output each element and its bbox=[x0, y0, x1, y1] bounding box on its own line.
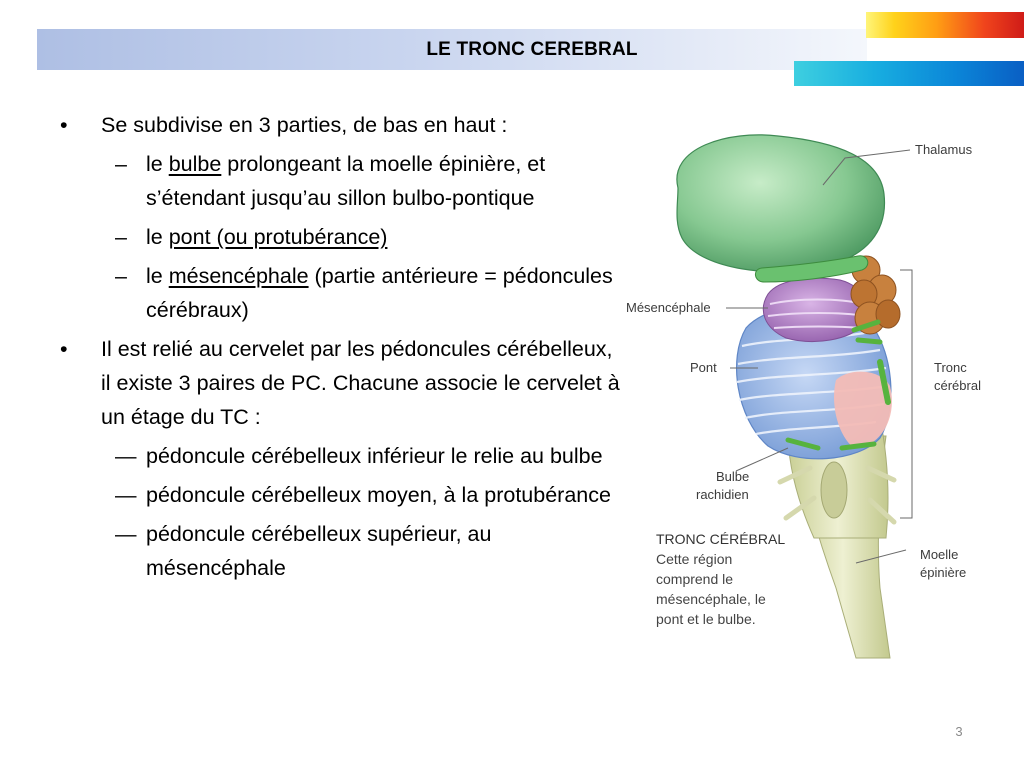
sub-bullet-mesencephale bbox=[58, 259, 628, 327]
sub-bullet-pc-moyen bbox=[58, 478, 628, 512]
sub-bullet-text: pédoncule cérébelleux supérieur, au mésencéphale bbox=[146, 522, 492, 580]
em-dash-marker: — bbox=[115, 522, 137, 546]
caption-line-1: Cette région bbox=[656, 551, 733, 567]
page-number: 3 bbox=[955, 724, 963, 739]
label-tronc-line1: Tronc bbox=[934, 360, 967, 375]
caption-line-4: pont et le bulbe. bbox=[656, 611, 756, 627]
brainstem-diagram bbox=[618, 118, 1008, 663]
dash-marker: – bbox=[115, 152, 127, 176]
bullet-text: Il est relié au cervelet par les pédoncules cérébelleux, il existe 3 paires de PC. Chacune associe le cervelet à un étage du TC : bbox=[101, 337, 620, 429]
slide-title: LE TRONC CEREBRAL bbox=[426, 39, 638, 60]
sub-bullet-prefix: le bbox=[146, 152, 169, 176]
sub-bullet-text: (partie antérieure = pédoncules cérébraux) bbox=[146, 264, 613, 322]
label-tronc-line2: cérébral bbox=[934, 378, 981, 393]
sub-bullet-text: prolongeant la moelle épinière, et s’étendant jusqu’au sillon bulbo-pontique bbox=[146, 152, 546, 210]
bullet-marker: • bbox=[60, 337, 68, 361]
label-thalamus: Thalamus bbox=[915, 142, 973, 157]
bullet-text: Se subdivise en 3 parties, de bas en haut : bbox=[101, 113, 508, 137]
bullet-subdivision bbox=[58, 108, 628, 142]
term-bulbe: bulbe bbox=[168, 152, 222, 176]
label-moelle-line2: épinière bbox=[920, 565, 967, 580]
sub-bullet-pc-inferieur bbox=[58, 439, 628, 473]
sub-bullet-prefix: le bbox=[146, 264, 169, 288]
label-bulbe-line2: rachidien bbox=[696, 487, 749, 502]
dash-marker: – bbox=[115, 225, 127, 249]
sub-bullet-pont bbox=[58, 220, 628, 254]
term-pont: pont (ou protubérance) bbox=[168, 225, 388, 249]
sub-bullet-pc-superieur bbox=[58, 517, 628, 585]
sub-bullet-text: pédoncule cérébelleux inférieur le relie au bulbe bbox=[146, 444, 603, 468]
label-mesencephale: Mésencéphale bbox=[626, 300, 711, 315]
brainstem-illustration bbox=[618, 118, 1008, 663]
caption-line-3: mésencéphale, le bbox=[656, 591, 766, 607]
dash-marker: – bbox=[115, 264, 127, 288]
bullet-relation-cervelet bbox=[58, 332, 628, 434]
label-bulbe-line1: Bulbe bbox=[716, 469, 750, 484]
bullet-marker: • bbox=[60, 113, 68, 137]
em-dash-marker: — bbox=[115, 483, 137, 507]
olive bbox=[821, 462, 847, 518]
sub-bullet-bulbe bbox=[58, 147, 628, 215]
label-pont: Pont bbox=[690, 360, 717, 375]
term-mesencephale: mésencéphale bbox=[168, 264, 309, 288]
sub-bullet-prefix: le bbox=[146, 225, 169, 249]
sub-bullet-text: pédoncule cérébelleux moyen, à la protubérance bbox=[146, 483, 611, 507]
thalamus bbox=[677, 135, 885, 272]
caption-title: TRONC CÉRÉBRAL bbox=[656, 531, 786, 547]
caption-line-2: comprend le bbox=[656, 571, 734, 587]
slide-body bbox=[58, 108, 628, 590]
em-dash-marker: — bbox=[115, 444, 137, 468]
label-moelle-line1: Moelle bbox=[920, 547, 959, 562]
